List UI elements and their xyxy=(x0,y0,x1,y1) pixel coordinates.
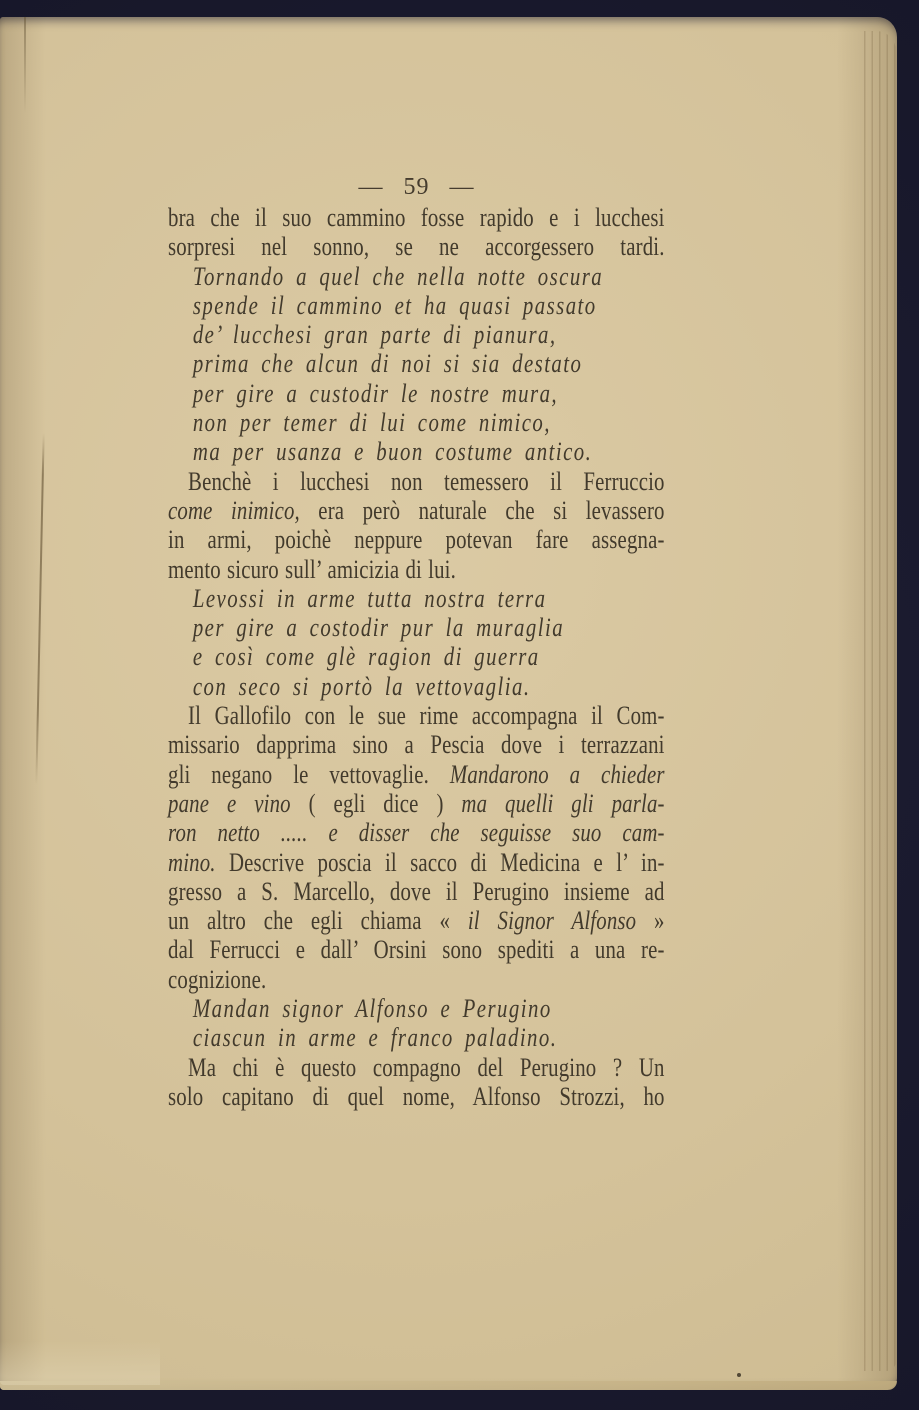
text-segment: ron netto ..... e disser che seguisse suo cam- xyxy=(168,818,665,848)
verse-line xyxy=(168,408,665,437)
text-segment: gresso a S. Marcello, dove il Perugino insieme ad xyxy=(168,876,665,906)
text-segment: Descrive poscia il sacco di Medicina e l’ in- xyxy=(215,847,665,877)
prose-line xyxy=(168,1082,665,1111)
prose-line xyxy=(168,789,665,818)
text-segment: prima che alcun di noi si sia destato xyxy=(192,349,583,379)
text-segment: solo capitano di quel nome, Alfonso Strozzi, ho xyxy=(168,1081,665,1111)
text-segment: mento sicuro sull’ amicizia di lui. xyxy=(168,554,456,584)
text-segment: ma per usanza e buon costume antico. xyxy=(192,437,593,467)
text-segment: e così come glè ragion di guerra xyxy=(192,642,540,672)
prose-line xyxy=(168,1053,665,1082)
page-fold-line xyxy=(24,17,26,113)
text-segment: Levossi in arme tutta nostra terra xyxy=(192,583,547,613)
text-segment: Benchè i lucchesi non temessero il Ferruccio xyxy=(188,466,665,496)
prose-line xyxy=(168,877,665,906)
text-segment: come inimico, xyxy=(168,495,300,525)
text-segment: un altro che egli chiama « xyxy=(168,906,468,936)
text-segment: » xyxy=(636,906,665,936)
verse-line xyxy=(168,672,665,701)
prose-line xyxy=(168,935,665,964)
text-segment: era però naturale che si levassero xyxy=(299,495,665,525)
verse-line xyxy=(168,642,665,671)
prose-line xyxy=(168,496,665,525)
text-segment: bra che il suo cammino fosse rapido e i lucchesi xyxy=(168,203,665,232)
prose-line xyxy=(168,965,665,994)
page-crease xyxy=(35,433,44,785)
prose-line xyxy=(168,467,665,496)
underlying-page-corner xyxy=(0,1341,160,1385)
text-segment: ma quelli gli parla- xyxy=(461,788,665,818)
text-segment: per gire a custodir le nostre mura, xyxy=(192,378,559,408)
text-segment: mino. xyxy=(168,847,216,877)
prose-line xyxy=(168,818,665,847)
verse-line xyxy=(168,613,665,642)
text-segment: Mandarono a chieder xyxy=(449,759,665,789)
prose-line xyxy=(168,848,665,877)
paper-speck xyxy=(737,1373,741,1377)
prose-line xyxy=(168,555,665,584)
verse-line xyxy=(168,320,665,349)
prose-line xyxy=(168,701,665,730)
verse-line xyxy=(168,994,665,1023)
text-segment: ( egli dice ) xyxy=(308,788,462,818)
page-number: — 59 — xyxy=(358,174,475,200)
text-block xyxy=(168,203,665,1111)
verse-line xyxy=(168,584,665,613)
text-segment: de’ lucchesi gran parte di pianura, xyxy=(192,320,557,350)
text-segment: per gire a costodir pur la muraglia xyxy=(192,613,565,643)
text-segment: cognizione. xyxy=(168,964,267,994)
text-segment: in armi, poichè neppure potevan fare assegna- xyxy=(168,525,665,555)
text-segment: gli negano le vettovaglie. xyxy=(168,759,450,789)
text-segment: Ma chi è questo compagno del Perugino ? Un xyxy=(188,1052,665,1082)
verse-line xyxy=(168,1023,665,1052)
text-segment: dal Ferrucci e dall’ Orsini sono spediti a una re- xyxy=(168,935,665,965)
verse-line xyxy=(168,379,665,408)
prose-line xyxy=(168,232,665,261)
text-segment: non per temer di lui come nimico, xyxy=(192,408,551,438)
text-segment: Tornando a quel che nella notte oscura xyxy=(192,261,604,291)
text-segment: con seco si portò la vettovaglia. xyxy=(192,671,531,701)
prose-line xyxy=(168,760,665,789)
text-segment: ciascun in arme e franco paladino. xyxy=(192,1023,558,1053)
prose-line xyxy=(168,525,665,554)
verse-line xyxy=(168,291,665,320)
text-segment: spende il cammino et ha quasi passato xyxy=(192,290,597,320)
text-segment: pane e vino xyxy=(168,788,309,818)
verse-line xyxy=(168,262,665,291)
text-segment: il Signor Alfonso xyxy=(467,906,637,936)
page-edge-stack xyxy=(858,31,896,1371)
text-segment: missario dapprima sino a Pescia dove i terrazzani xyxy=(168,730,665,760)
prose-line xyxy=(168,203,665,232)
prose-line xyxy=(168,730,665,759)
book-page xyxy=(0,17,897,1390)
text-segment: Il Gallofilo con le sue rime accompagna il Com- xyxy=(188,701,665,731)
text-segment: sorpresi nel sonno, se ne accorgessero tardi. xyxy=(168,232,665,262)
prose-line xyxy=(168,906,665,935)
verse-line xyxy=(168,349,665,378)
text-segment: Mandan signor Alfonso e Perugino xyxy=(192,994,552,1024)
verse-line xyxy=(168,437,665,466)
